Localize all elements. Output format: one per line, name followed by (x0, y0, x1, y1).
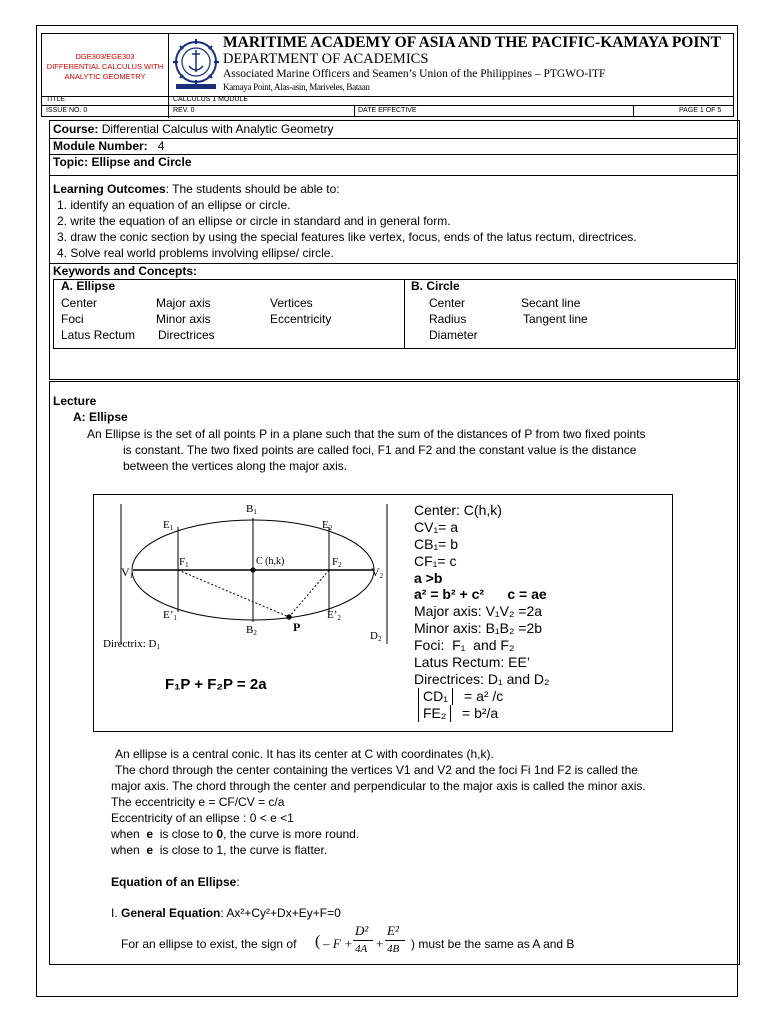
point-p (286, 614, 291, 619)
equation-heading-colon: : (236, 875, 240, 889)
institution-name: MARITIME ACADEMY OF ASIA AND THE PACIFIC-KAMAYA POINT (223, 34, 721, 51)
keyword: Tangent line (523, 312, 588, 326)
label-e1-prime: E’1 (163, 609, 177, 622)
outcomes-intro: : The students should be able to: (165, 182, 340, 196)
fraction-bar (385, 940, 405, 941)
keywords-divider (404, 279, 405, 348)
circle-heading: B. Circle (411, 279, 460, 293)
numerator-e2: E² (387, 923, 399, 938)
note-line: Eccentricity of an ellipse : 0 < e <1 (111, 811, 294, 825)
general-label: General Equation (121, 906, 221, 920)
focal-distance-left (178, 570, 289, 617)
keyword: Eccentricity (270, 312, 332, 326)
address: Kamaya Point, Alas-asin, Mariveles, Bataan (223, 82, 370, 92)
keyword: Center (61, 296, 98, 310)
course-line (53, 122, 334, 137)
outcome-item: 4. Solve real world problems involving ellipse/ circle. (57, 246, 334, 260)
keyword: Major axis (156, 296, 211, 310)
prop-cv1: CV₁= a (414, 519, 459, 535)
lecture-heading: Lecture (53, 394, 97, 408)
title-row (41, 95, 734, 106)
prop-cd1-value: = a² /c (464, 688, 504, 704)
definition-text: An Ellipse is the set of all points P in a plane such that the sum of the distances of P from two fixed points (87, 427, 646, 441)
date-label: DATE EFFECTIVE (358, 107, 417, 114)
plus-sign: + (376, 936, 384, 951)
condition-text: For an ellipse to exist, the sign of (121, 937, 297, 951)
note-var: e (146, 843, 154, 857)
course-code-line: ANALYTIC GEOMETRY (64, 72, 146, 81)
note-line (111, 827, 359, 842)
note-value: 0 (216, 827, 224, 841)
paren-open: ( (315, 933, 321, 950)
focal-sum-equation: F₁P + F₂P = 2a (165, 676, 267, 693)
denominator-4b: 4B (387, 943, 400, 955)
prop-fe2-value: = b²/a (462, 705, 499, 721)
denominator-4a: 4A (355, 943, 368, 955)
keyword: Vertices (270, 296, 313, 310)
row-divider (354, 106, 355, 117)
note-line: The eccentricity e = CF/CV = c/a (111, 795, 285, 809)
outcomes-heading (53, 182, 340, 197)
keyword: Latus Rectum (61, 328, 136, 342)
prop-cb1: CB₁= b (414, 536, 459, 552)
note-text: when (111, 843, 140, 857)
topic-label: Topic: (53, 155, 89, 169)
rev-label: REV. 0 (173, 107, 195, 114)
prop-minor-axis: Minor axis: B₁B₂ =2b (414, 620, 543, 636)
label-e1: E1 (163, 519, 174, 532)
label-b1: B1 (246, 503, 257, 516)
course-code (44, 52, 166, 82)
center-point (250, 567, 255, 572)
numerator-d2: D² (355, 923, 369, 938)
minus-f: – F + (323, 936, 353, 951)
definition-text: is constant. The two fixed points are called foci, F1 and F2 and the constant value is the distance (123, 443, 637, 457)
prop-fe2-abs: FE₂ (418, 705, 451, 722)
prop-latus-rectum: Latus Rectum: EE’ (414, 654, 530, 670)
topic-line (53, 155, 192, 170)
association-name: Associated Marine Officers and Seamen’s Union of the Philippines – PTGWO-ITF (223, 68, 606, 80)
condition-fraction (315, 922, 411, 962)
keyword: Minor axis (156, 312, 211, 326)
ellipse-diagram (93, 494, 413, 694)
course-code-line: DGE303/EGE303 (75, 52, 135, 61)
outcomes-label: Learning Outcomes (53, 182, 166, 196)
general-equation-line (111, 906, 341, 921)
label-p: P (293, 620, 301, 634)
prop-major-axis: Major axis: V₁V₂ =2a (414, 603, 543, 619)
label-b2: B2 (246, 624, 257, 637)
prop-relation: a² = b² + c² c = ae (414, 586, 547, 602)
focal-distance-right (289, 570, 329, 617)
course-value: Differential Calculus with Analytic Geometry (101, 122, 334, 136)
note-var: e (146, 827, 154, 841)
ellipse-heading: A. Ellipse (61, 279, 116, 293)
prop-directrices: Directrices: D₁ and D₂ (414, 671, 550, 687)
prop-cf1: CF₁= c (414, 553, 457, 569)
keyword: Center (429, 296, 466, 310)
definition-text: between the vertices along the major axis. (123, 459, 348, 473)
keyword: Directrices (158, 328, 215, 342)
label-e2: E2 (322, 519, 333, 532)
label-directrix-d1: Directrix: D1 (103, 638, 160, 651)
row-divider (633, 106, 634, 117)
general-equation: : Ax²+Cy²+Dx+Ey+F=0 (220, 906, 341, 920)
keyword: Diameter (429, 328, 478, 342)
prop-cd1-abs: CD₁ (418, 688, 453, 705)
topic-value: Ellipse and Circle (91, 155, 192, 169)
label-center: C (h,k) (256, 556, 285, 567)
module-label: Module Number: (53, 139, 148, 153)
module-line (53, 139, 164, 154)
keyword: Radius (429, 312, 467, 326)
ellipse-subheading: A: Ellipse (73, 410, 128, 424)
prop-center: Center: C(h,k) (414, 502, 502, 518)
department-name: DEPARTMENT OF ACADEMICS (223, 51, 429, 67)
prop-a-gt-b: a >b (414, 570, 443, 586)
issue-label: ISSUE NO. 0 (46, 107, 88, 114)
course-code-line: DIFFERENTIAL CALCULUS WITH (46, 62, 164, 71)
general-prefix: I. (111, 906, 118, 920)
keyword: Secant line (521, 296, 581, 310)
label-f1: F1 (179, 556, 189, 569)
course-label: Course: (53, 122, 99, 136)
condition-tail: ) must be the same as A and B (411, 937, 575, 951)
label-v2: V2 (371, 565, 384, 580)
keyword: Foci (61, 312, 84, 326)
page-label: PAGE 1 OF 5 (679, 107, 722, 114)
label-d2: D2 (370, 630, 382, 643)
title-label: TITLE (46, 96, 66, 103)
fraction-bar (353, 940, 373, 941)
prop-foci: Foci: F₁ and F₂ (414, 637, 515, 653)
outcome-item: 2. write the equation of an ellipse or circle in standard and in general form. (57, 214, 451, 228)
note-text: , the curve is more round. (223, 827, 360, 841)
module-value: 4 (157, 139, 165, 153)
note-text: when (111, 827, 140, 841)
equation-heading (111, 875, 240, 890)
keywords-heading: Keywords and Concepts: (53, 264, 198, 278)
academy-logo (172, 38, 220, 90)
equation-heading-text: Equation of an Ellipse (111, 875, 237, 889)
note-text: is close to (159, 827, 214, 841)
label-e2-prime: E’2 (327, 609, 341, 622)
issue-row (41, 106, 734, 117)
outcome-item: 3. draw the conic section by using the special features like vertex, focus, ends of the latus rectum, directrices. (57, 230, 637, 244)
note-text: is close to 1, the curve is flatter. (159, 843, 328, 857)
note-line: major axis. The chord through the center and perpendicular to the major axis is called the minor axis. (111, 779, 646, 793)
note-line: The chord through the center containing the vertices V1 and V2 and the foci Fi 1nd F2 is called the (115, 763, 638, 777)
note-line: An ellipse is a central conic. It has its center at C with coordinates (h,k). (115, 747, 494, 761)
outcome-item: 1. identify an equation of an ellipse or circle. (57, 198, 291, 212)
title-value: CALCULUS 1 MODULE (173, 96, 249, 103)
label-f2: F2 (332, 556, 342, 569)
rule (49, 175, 738, 176)
note-line (111, 843, 327, 858)
label-v1: V1 (121, 565, 134, 580)
